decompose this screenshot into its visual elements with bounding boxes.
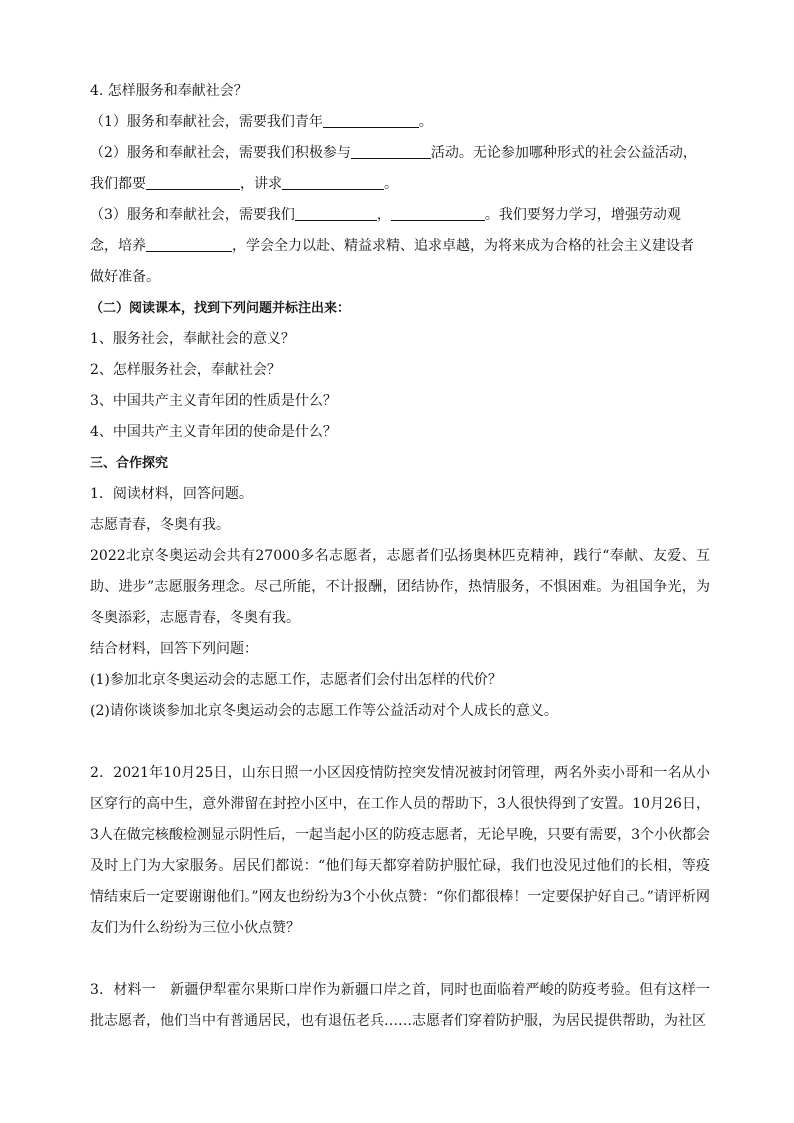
worksheet-page	[90, 76, 710, 1037]
answer-blank[interactable]	[295, 205, 377, 221]
section2-item: 2、怎样服务社会，奉献社会？	[90, 362, 281, 378]
answer-blank[interactable]	[146, 174, 240, 190]
q4-item-2-text-c: 我们都要	[90, 176, 146, 192]
spacer	[90, 727, 710, 758]
q4-item-2-text-e: 。	[384, 176, 398, 192]
answer-blank[interactable]	[323, 112, 419, 128]
q4-item-3-text-b: ，	[376, 207, 391, 223]
q4-item-1-text: （1）服务和奉献社会，需要我们青年	[90, 114, 323, 130]
q2-text: 2．2021年10月25日，山东日照一小区因疫情防控突发情况被封闭管理，两名外卖小哥和一名从小区穿行的高中生，意外滞留在封控小区中，在工作人员的帮助下，3人很快得到了安置。10月26日，3人在做完核酸检测显示阴性后，一起当起小区的防疫志愿者，无论早晚，只要有需要，3个小伙都会及时上门为大家服务。居民们都说：“他们每天都穿着防护服忙碌，我们也没见过他们的长相，等疫情结束后一定要谢谢他们。”网友也纷纷为3个小伙点赞：“你们都很棒！一定要保护好自己。”请评析网友们为什么纷纷为三位小伙点赞？	[90, 765, 710, 936]
answer-blank[interactable]	[351, 143, 431, 159]
section2-heading: （二）阅读课本，找到下列问题并标注出来：	[90, 301, 351, 316]
q4-item-2-text-d: ，讲求	[240, 176, 282, 192]
q4-item-1	[90, 107, 710, 138]
q4-item-3-text-d: 念，培养	[90, 238, 146, 254]
q1-title: 1．阅读材料，回答问题。	[90, 486, 253, 502]
answer-blank[interactable]	[282, 174, 384, 190]
spacer	[90, 944, 710, 975]
q4-item-1-end: 。	[418, 114, 433, 130]
section2-item: 1、服务社会，奉献社会的意义？	[90, 331, 295, 347]
q4-item-3-end: 做好准备。	[90, 269, 160, 285]
q4-item-3-cont	[90, 231, 710, 262]
q1-prompt: 结合材料，回答下列问题：	[90, 641, 258, 657]
q1-material: 2022北京冬奥运动会共有27000多名志愿者，志愿者们弘扬奥林匹克精神，践行“奉献、友爱、互助、进步”志愿服务理念。尽己所能，不计报酬，团结协作，热情服务，不惧困难。为祖国争光，为冬奥添彩，志愿青春，冬奥有我。	[90, 548, 710, 626]
q4-title: 4. 怎样服务和奉献社会？	[90, 83, 248, 99]
section2-item: 4、中国共产主义青年团的使命是什么？	[90, 424, 337, 440]
q4-item-2-text-b: 活动。无论参加哪种形式的社会公益活动，	[430, 145, 697, 161]
q1-subquestion-2: (2)请你谈谈参加北京冬奥运动会的志愿工作等公益活动对个人成长的意义。	[90, 703, 558, 719]
section2-item: 3、中国共产主义青年团的性质是什么？	[90, 393, 337, 409]
answer-blank[interactable]	[146, 236, 232, 252]
q4-item-3	[90, 200, 710, 231]
q1-subtitle: 志愿青春，冬奥有我。	[90, 517, 230, 533]
section3-heading: 三、合作探究	[90, 456, 169, 471]
q4-item-2-cont	[90, 169, 710, 200]
q4-item-3-text: （3）服务和奉献社会，需要我们	[90, 207, 295, 223]
answer-blank[interactable]	[391, 205, 485, 221]
q4-item-2-text: （2）服务和奉献社会，需要我们积极参与	[90, 145, 351, 161]
q1-subquestion-1: (1)参加北京冬奥运动会的志愿工作，志愿者们会付出怎样的代价？	[90, 672, 502, 688]
q4-item-3-text-e: ，学会全力以赴、精益求精、追求卓越，为将来成为合格的社会主义建设者	[232, 238, 694, 254]
q4-item-3-text-c: 。我们要努力学习，增强劳动观	[484, 207, 681, 223]
q3-text: 3．材料一 新疆伊犁霍尔果斯口岸作为新疆口岸之首，同时也面临着严峻的防疫考验。但有这样一批志愿者，他们当中有普通居民，也有退伍老兵……志愿者们穿着防护服，为居民提供帮助，为社区	[90, 982, 710, 1029]
q4-item-2	[90, 138, 710, 169]
